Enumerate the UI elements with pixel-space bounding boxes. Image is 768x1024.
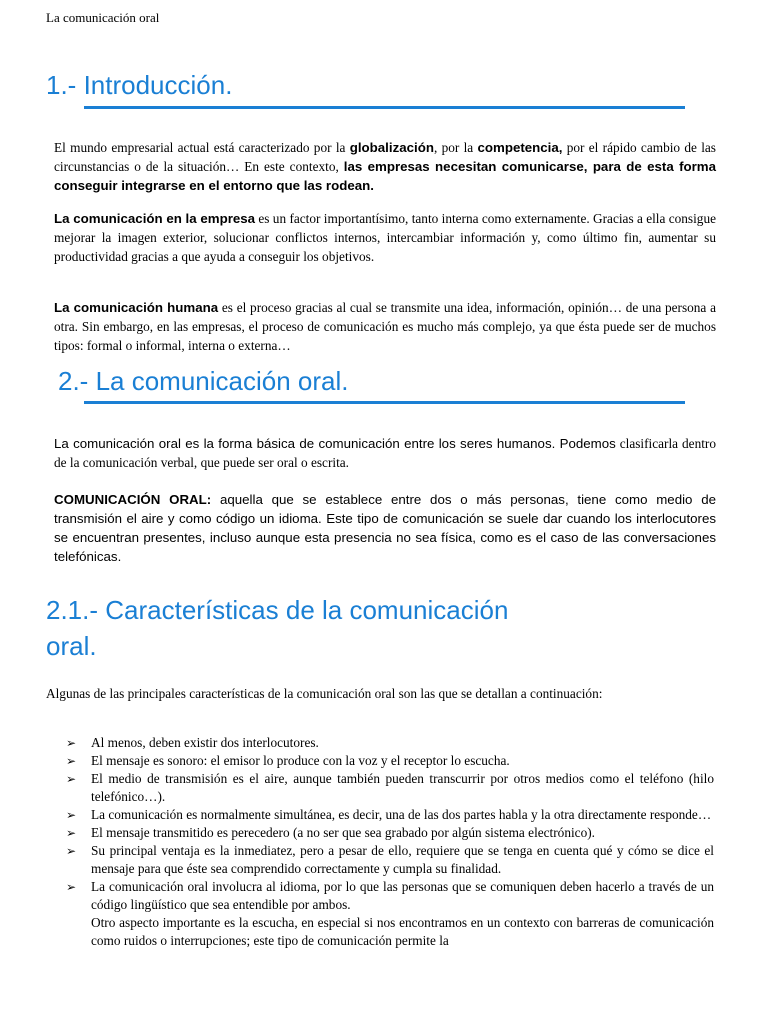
arrow-bullet-icon: ➢ — [66, 772, 77, 786]
arrow-bullet-icon: ➢ — [66, 754, 77, 768]
list-item: ➢ La comunicación oral involucra al idioma, por lo que las personas que se comuniquen deben hacerlo a través de un código lingüístico que sea entendible por ambos. — [66, 879, 714, 912]
intro-paragraph-1: El mundo empresarial actual está caracterizado por la globalización, por la competencia, por el rápido cambio de las circunstancias o de la situación… En este contexto, las empresas necesitan comunicarse, para de esta forma conseguir integrarse en el entorno que las rodean. — [54, 140, 717, 193]
oral-paragraph-1: La comunicación oral es la forma básica de comunicación entre los seres humanos. Podemos clasificarla dentro de la comunicación verbal, que puede ser oral o escrita. — [54, 436, 716, 470]
section-2-rule — [84, 401, 685, 404]
oral-paragraph-2: COMUNICACIÓN ORAL: aquella que se establece entre dos o más personas, tiene como medio de transmisión el aire y como código un idioma. Este tipo de comunicación se suele dar cuando los interlocutores se encuentran presentes, incluso aunque esta presencia no sea física, como es el caso de las conversaciones telefónicas. — [54, 492, 716, 564]
intro-paragraph-2: La comunicación en la empresa es un factor importantísimo, tanto interna como externamente. Gracias a ella consigue mejorar la imagen exterior, solucionar conflictos internos, intercambiar información y, como último fin, aumentar su productividad gracias a que ayuda a conseguir los objetivos. — [54, 211, 716, 264]
section-2-1-title-line-1: 2.1.- Características de la comunicación — [46, 595, 509, 625]
list-item: ➢ Su principal ventaja es la inmediatez, pero a pesar de ello, requiere que se tenga en cuenta qué y cómo se dice el mensaje para que éste sea comprendido correctamente y cumpla su finalidad. — [66, 843, 714, 876]
list-item: ➢ Al menos, deben existir dos interlocutores. — [66, 735, 319, 750]
characteristics-list — [66, 734, 714, 950]
running-header: La comunicación oral — [46, 10, 160, 25]
arrow-bullet-icon: ➢ — [66, 826, 77, 840]
section-1-title: 1.- Introducción. — [46, 70, 233, 100]
list-item: ➢ El mensaje transmitido es perecedero (a no ser que sea grabado por algún sistema electrónico). — [66, 825, 595, 840]
section-2-title: 2.- La comunicación oral. — [58, 366, 349, 396]
list-continuation: Otro aspecto importante es la escucha, en especial si nos encontramos en un contexto con barreras de comunicación como ruidos o interrupciones; este tipo de comunicación permite la — [91, 915, 714, 948]
section-2-1-title-line-2: oral. — [46, 631, 97, 661]
characteristics-intro: Algunas de las principales características de la comunicación oral son las que se detallan a continuación: — [46, 686, 603, 701]
list-item: ➢ El mensaje es sonoro: el emisor lo produce con la voz y el receptor lo escucha. — [66, 753, 510, 768]
arrow-bullet-icon: ➢ — [66, 880, 77, 894]
intro-paragraph-3: La comunicación humana es el proceso gracias al cual se transmite una idea, información, opinión… de una persona a otra. Sin embargo, en las empresas, el proceso de comunicación es mucho más complejo, ya que ésta puede ser de muchos tipos: formal o informal, interna o externa… — [54, 300, 716, 353]
arrow-bullet-icon: ➢ — [66, 808, 77, 822]
list-item: ➢ La comunicación es normalmente simultánea, es decir, una de las dos partes habla y la otra directamente responde… — [66, 807, 712, 822]
list-item: ➢ El medio de transmisión es el aire, aunque también pueden transcurrir por otros medios como el teléfono (hilo telefónico…). — [66, 771, 714, 804]
section-1-rule — [84, 106, 685, 109]
arrow-bullet-icon: ➢ — [66, 736, 77, 750]
section-2-1-title — [46, 592, 726, 664]
arrow-bullet-icon: ➢ — [66, 844, 77, 858]
